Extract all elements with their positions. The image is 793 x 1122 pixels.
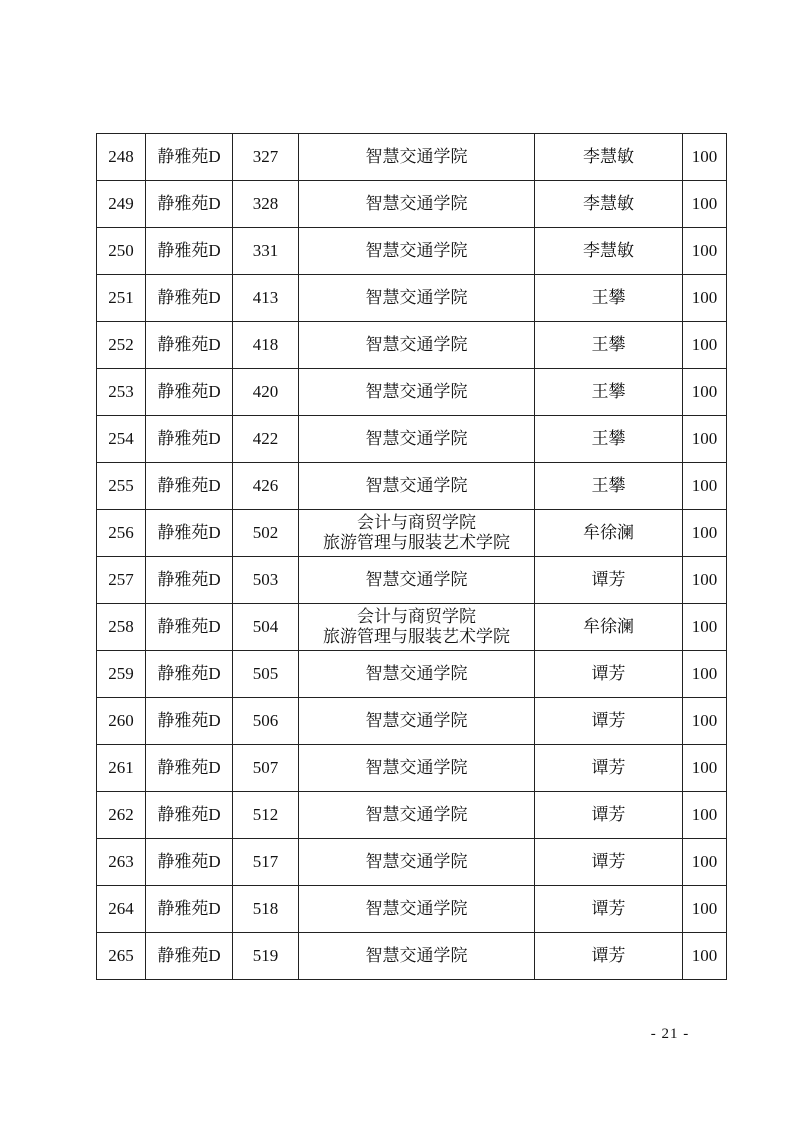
cell-building: 静雅苑D <box>146 604 233 651</box>
cell-number: 253 <box>97 369 146 416</box>
cell-building: 静雅苑D <box>146 886 233 933</box>
cell-building: 静雅苑D <box>146 698 233 745</box>
cell-college <box>299 745 535 792</box>
table-row <box>97 557 727 604</box>
college-name: 智慧交通学院 <box>365 758 468 777</box>
cell-college <box>299 698 535 745</box>
cell-room: 422 <box>233 416 299 463</box>
cell-score: 100 <box>683 792 727 839</box>
cell-building: 静雅苑D <box>146 228 233 275</box>
cell-teacher: 李慧敏 <box>535 181 683 228</box>
cell-building: 静雅苑D <box>146 651 233 698</box>
college-name: 智慧交通学院 <box>365 570 468 589</box>
cell-building: 静雅苑D <box>146 416 233 463</box>
cell-number: 254 <box>97 416 146 463</box>
cell-teacher: 王攀 <box>535 275 683 322</box>
cell-building: 静雅苑D <box>146 369 233 416</box>
cell-number: 256 <box>97 510 146 557</box>
cell-building: 静雅苑D <box>146 557 233 604</box>
cell-college <box>299 557 535 604</box>
table-row <box>97 181 727 228</box>
cell-score: 100 <box>683 557 727 604</box>
cell-teacher: 王攀 <box>535 322 683 369</box>
cell-score: 100 <box>683 463 727 510</box>
cell-teacher: 谭芳 <box>535 557 683 604</box>
cell-score: 100 <box>683 369 727 416</box>
cell-number: 265 <box>97 933 146 980</box>
cell-college <box>299 604 535 651</box>
cell-room: 328 <box>233 181 299 228</box>
college-name: 智慧交通学院 <box>365 805 468 824</box>
cell-room: 418 <box>233 322 299 369</box>
cell-college <box>299 322 535 369</box>
table-row <box>97 510 727 557</box>
cell-teacher: 李慧敏 <box>535 228 683 275</box>
cell-building: 静雅苑D <box>146 463 233 510</box>
cell-teacher: 谭芳 <box>535 886 683 933</box>
cell-teacher: 牟徐澜 <box>535 510 683 557</box>
cell-teacher: 谭芳 <box>535 792 683 839</box>
college-name: 智慧交通学院 <box>365 335 468 354</box>
cell-college <box>299 651 535 698</box>
cell-room: 517 <box>233 839 299 886</box>
college-name: 智慧交通学院 <box>365 241 468 260</box>
cell-room: 413 <box>233 275 299 322</box>
cell-number: 255 <box>97 463 146 510</box>
table-row <box>97 698 727 745</box>
college-name: 智慧交通学院 <box>365 429 468 448</box>
cell-room: 512 <box>233 792 299 839</box>
cell-number: 248 <box>97 134 146 181</box>
cell-score: 100 <box>683 698 727 745</box>
cell-score: 100 <box>683 510 727 557</box>
cell-score: 100 <box>683 886 727 933</box>
cell-building: 静雅苑D <box>146 933 233 980</box>
cell-score: 100 <box>683 651 727 698</box>
cell-college <box>299 369 535 416</box>
cell-building: 静雅苑D <box>146 792 233 839</box>
cell-building: 静雅苑D <box>146 134 233 181</box>
cell-room: 506 <box>233 698 299 745</box>
cell-number: 249 <box>97 181 146 228</box>
cell-number: 250 <box>97 228 146 275</box>
cell-number: 262 <box>97 792 146 839</box>
cell-college <box>299 228 535 275</box>
cell-number: 258 <box>97 604 146 651</box>
table-row <box>97 322 727 369</box>
dormitory-score-table <box>96 133 727 980</box>
cell-number: 263 <box>97 839 146 886</box>
cell-room: 504 <box>233 604 299 651</box>
table-row <box>97 604 727 651</box>
cell-college <box>299 510 535 557</box>
cell-college <box>299 463 535 510</box>
college-name: 旅游管理与服装艺术学院 <box>323 627 510 646</box>
college-name: 智慧交通学院 <box>365 711 468 730</box>
cell-college <box>299 416 535 463</box>
college-name: 智慧交通学院 <box>365 288 468 307</box>
table-row <box>97 228 727 275</box>
college-name: 智慧交通学院 <box>365 664 468 683</box>
page-number: - 21 - <box>650 1026 690 1042</box>
table-row <box>97 463 727 510</box>
cell-number: 259 <box>97 651 146 698</box>
cell-score: 100 <box>683 181 727 228</box>
college-name: 智慧交通学院 <box>365 382 468 401</box>
cell-college <box>299 886 535 933</box>
table-body <box>97 134 727 980</box>
cell-college <box>299 792 535 839</box>
cell-college <box>299 933 535 980</box>
cell-room: 502 <box>233 510 299 557</box>
cell-number: 257 <box>97 557 146 604</box>
cell-room: 503 <box>233 557 299 604</box>
cell-number: 251 <box>97 275 146 322</box>
cell-teacher: 谭芳 <box>535 745 683 792</box>
cell-building: 静雅苑D <box>146 275 233 322</box>
cell-score: 100 <box>683 228 727 275</box>
cell-teacher: 牟徐澜 <box>535 604 683 651</box>
cell-score: 100 <box>683 275 727 322</box>
cell-college <box>299 134 535 181</box>
cell-room: 420 <box>233 369 299 416</box>
table-row <box>97 651 727 698</box>
cell-teacher: 谭芳 <box>535 933 683 980</box>
college-name: 智慧交通学院 <box>365 899 468 918</box>
table-row <box>97 275 727 322</box>
college-name: 智慧交通学院 <box>365 147 468 166</box>
cell-number: 260 <box>97 698 146 745</box>
cell-number: 261 <box>97 745 146 792</box>
cell-room: 518 <box>233 886 299 933</box>
cell-score: 100 <box>683 322 727 369</box>
table-row <box>97 933 727 980</box>
cell-room: 505 <box>233 651 299 698</box>
table-row <box>97 886 727 933</box>
table-row <box>97 416 727 463</box>
cell-teacher: 李慧敏 <box>535 134 683 181</box>
cell-college <box>299 181 535 228</box>
college-name: 智慧交通学院 <box>365 194 468 213</box>
college-name: 智慧交通学院 <box>365 476 468 495</box>
table-row <box>97 369 727 416</box>
cell-number: 264 <box>97 886 146 933</box>
cell-teacher: 谭芳 <box>535 651 683 698</box>
cell-college <box>299 275 535 322</box>
college-name: 旅游管理与服装艺术学院 <box>323 533 510 552</box>
cell-score: 100 <box>683 604 727 651</box>
table-row <box>97 839 727 886</box>
cell-teacher: 王攀 <box>535 369 683 416</box>
cell-building: 静雅苑D <box>146 181 233 228</box>
college-name: 智慧交通学院 <box>365 946 468 965</box>
cell-score: 100 <box>683 416 727 463</box>
cell-building: 静雅苑D <box>146 322 233 369</box>
cell-room: 507 <box>233 745 299 792</box>
cell-room: 426 <box>233 463 299 510</box>
cell-building: 静雅苑D <box>146 839 233 886</box>
table-row <box>97 134 727 181</box>
cell-teacher: 谭芳 <box>535 698 683 745</box>
table-row <box>97 745 727 792</box>
cell-score: 100 <box>683 933 727 980</box>
college-name: 智慧交通学院 <box>365 852 468 871</box>
cell-score: 100 <box>683 134 727 181</box>
cell-room: 331 <box>233 228 299 275</box>
cell-room: 519 <box>233 933 299 980</box>
cell-college <box>299 839 535 886</box>
cell-room: 327 <box>233 134 299 181</box>
cell-score: 100 <box>683 839 727 886</box>
cell-building: 静雅苑D <box>146 745 233 792</box>
cell-building: 静雅苑D <box>146 510 233 557</box>
cell-number: 252 <box>97 322 146 369</box>
college-name: 会计与商贸学院 <box>357 513 476 532</box>
college-name: 会计与商贸学院 <box>357 607 476 626</box>
cell-teacher: 王攀 <box>535 416 683 463</box>
cell-teacher: 谭芳 <box>535 839 683 886</box>
cell-score: 100 <box>683 745 727 792</box>
cell-teacher: 王攀 <box>535 463 683 510</box>
table-row <box>97 792 727 839</box>
